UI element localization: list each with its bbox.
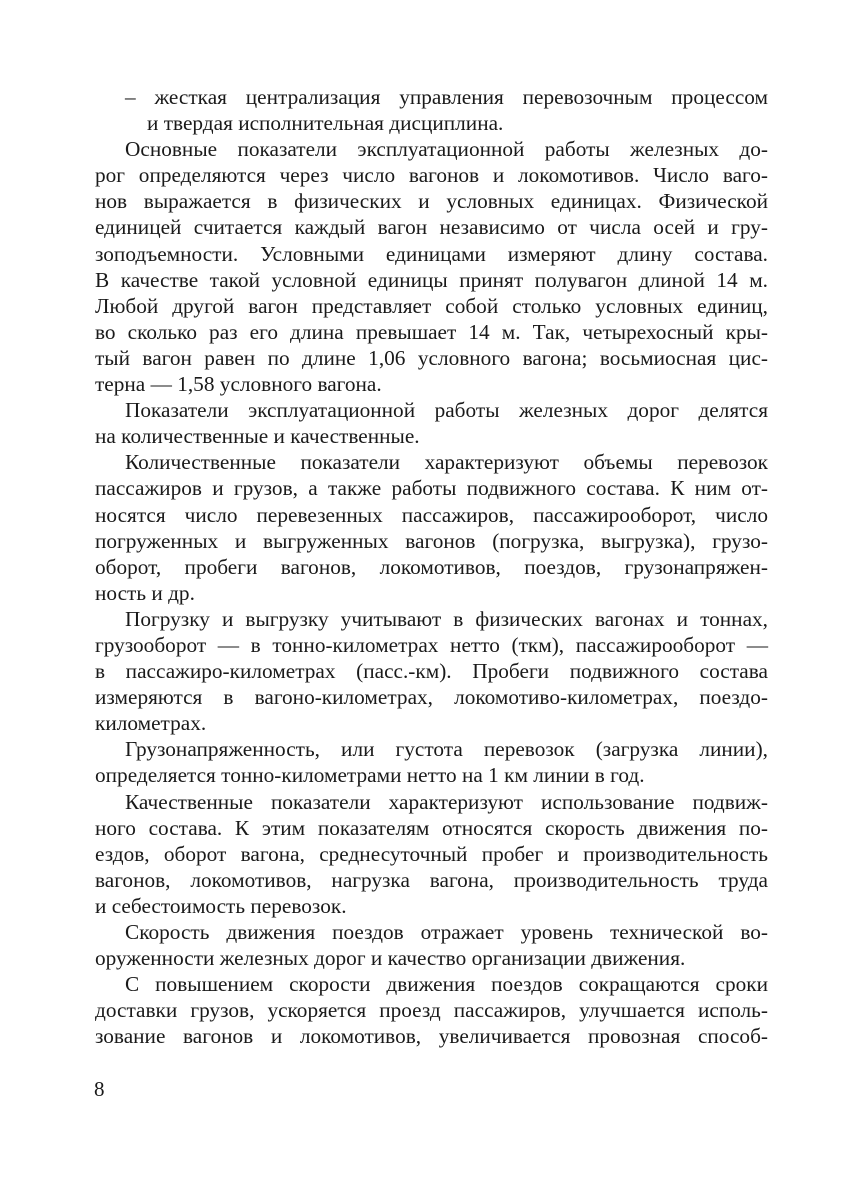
text-line: зование вагонов и локомотивов, увеличивается провозная способ-: [95, 1024, 768, 1049]
text-line: вагонов, локомотивов, нагрузка вагона, производительность труда: [95, 867, 768, 892]
text-line: носятся число перевезенных пассажиров, пассажирооборот, число: [95, 502, 768, 527]
paragraph-qualitative-indicators: [95, 789, 768, 919]
text-line: в пассажиро-километрах (пасс.-км). Пробеги подвижного состава: [95, 659, 768, 684]
text-line: во сколько раз его длина превышает 14 м. Так, четырехосный кры-: [95, 319, 768, 344]
paragraph-speed-benefits: [95, 971, 768, 1049]
paragraph-loading-units: [95, 606, 768, 736]
text-line: измеряются в вагоно-километрах, локомотиво-километрах, поездо-: [95, 685, 768, 710]
text-line: грузооборот — в тонно-километрах нетто (ткм), пассажирооборот —: [95, 632, 768, 657]
text-line: – жесткая централизация управления перевозочным процессом: [125, 85, 768, 109]
text-line: километрах.: [95, 711, 207, 736]
text-line: определяется тонно-километрами нетто на 1 км линии в год.: [95, 763, 645, 788]
text-line: единицей считается каждый вагон независимо от числа осей и гру-: [95, 215, 768, 240]
page-number: 8: [94, 1077, 105, 1101]
text-line: на количественные и качественные.: [95, 424, 420, 449]
text-line: Скорость движения поездов отражает уровень технической во-: [125, 920, 768, 944]
paragraph-indicator-types: [95, 397, 768, 449]
text-line: нов выражается в физических и условных единицах. Физической: [95, 189, 768, 214]
text-line: пассажиров и грузов, а также работы подвижного состава. К ним от-: [95, 476, 768, 501]
text-line: В качестве такой условной единицы принят полувагон длиной 14 м.: [95, 267, 768, 292]
text-line: и себестоимость перевозок.: [95, 893, 347, 918]
text-line: оборот, пробеги вагонов, локомотивов, поездов, грузонапряжен-: [95, 554, 768, 579]
text-line: Показатели эксплуатационной работы железных дорог делятся: [125, 398, 768, 423]
text-line: Качественные показатели характеризуют использование подвиж-: [125, 789, 768, 814]
page-body: [95, 84, 768, 1049]
text-line: рог определяются через число вагонов и локомотивов. Число ваго-: [95, 163, 768, 188]
paragraph-traffic-density: [95, 736, 768, 788]
paragraph-train-speed: [95, 919, 768, 971]
text-line: оруженности железных дорог и качество организации движения.: [95, 946, 686, 971]
text-line: Любой другой вагон представляет собой столько условных единиц,: [95, 293, 768, 318]
text-line: С повышением скорости движения поездов сокращаются сроки: [125, 972, 768, 997]
paragraph-quantitative-indicators: [95, 449, 768, 606]
text-line: и твердая исполнительная дисциплина.: [147, 111, 504, 136]
text-line: доставки грузов, ускоряется проезд пассажиров, улучшается исполь-: [95, 998, 768, 1023]
text-line: тый вагон равен по длине 1,06 условного вагона; восьмиосная цис-: [95, 345, 768, 370]
text-line: терна — 1,58 условного вагона.: [95, 372, 382, 397]
text-line: ность и др.: [95, 580, 195, 605]
text-line: погруженных и выгруженных вагонов (погрузка, выгрузка), грузо-: [95, 528, 768, 553]
text-line: Грузонапряженность, или густота перевозок (загрузка линии),: [125, 737, 768, 762]
text-line: Погрузку и выгрузку учитывают в физических вагонах и тоннах,: [125, 606, 768, 631]
list-item-centralization: [95, 84, 768, 136]
text-line: Основные показатели эксплуатационной работы железных до-: [125, 137, 768, 162]
text-line: зоподъемности. Условными единицами измеряют длину состава.: [95, 241, 768, 266]
text-line: ного состава. К этим показателям относятся скорость движения по-: [95, 815, 768, 840]
text-line: ездов, оборот вагона, среднесуточный пробег и производительность: [95, 841, 768, 866]
text-line: Количественные показатели характеризуют объемы перевозок: [125, 450, 768, 475]
paragraph-main-indicators: [95, 136, 768, 397]
